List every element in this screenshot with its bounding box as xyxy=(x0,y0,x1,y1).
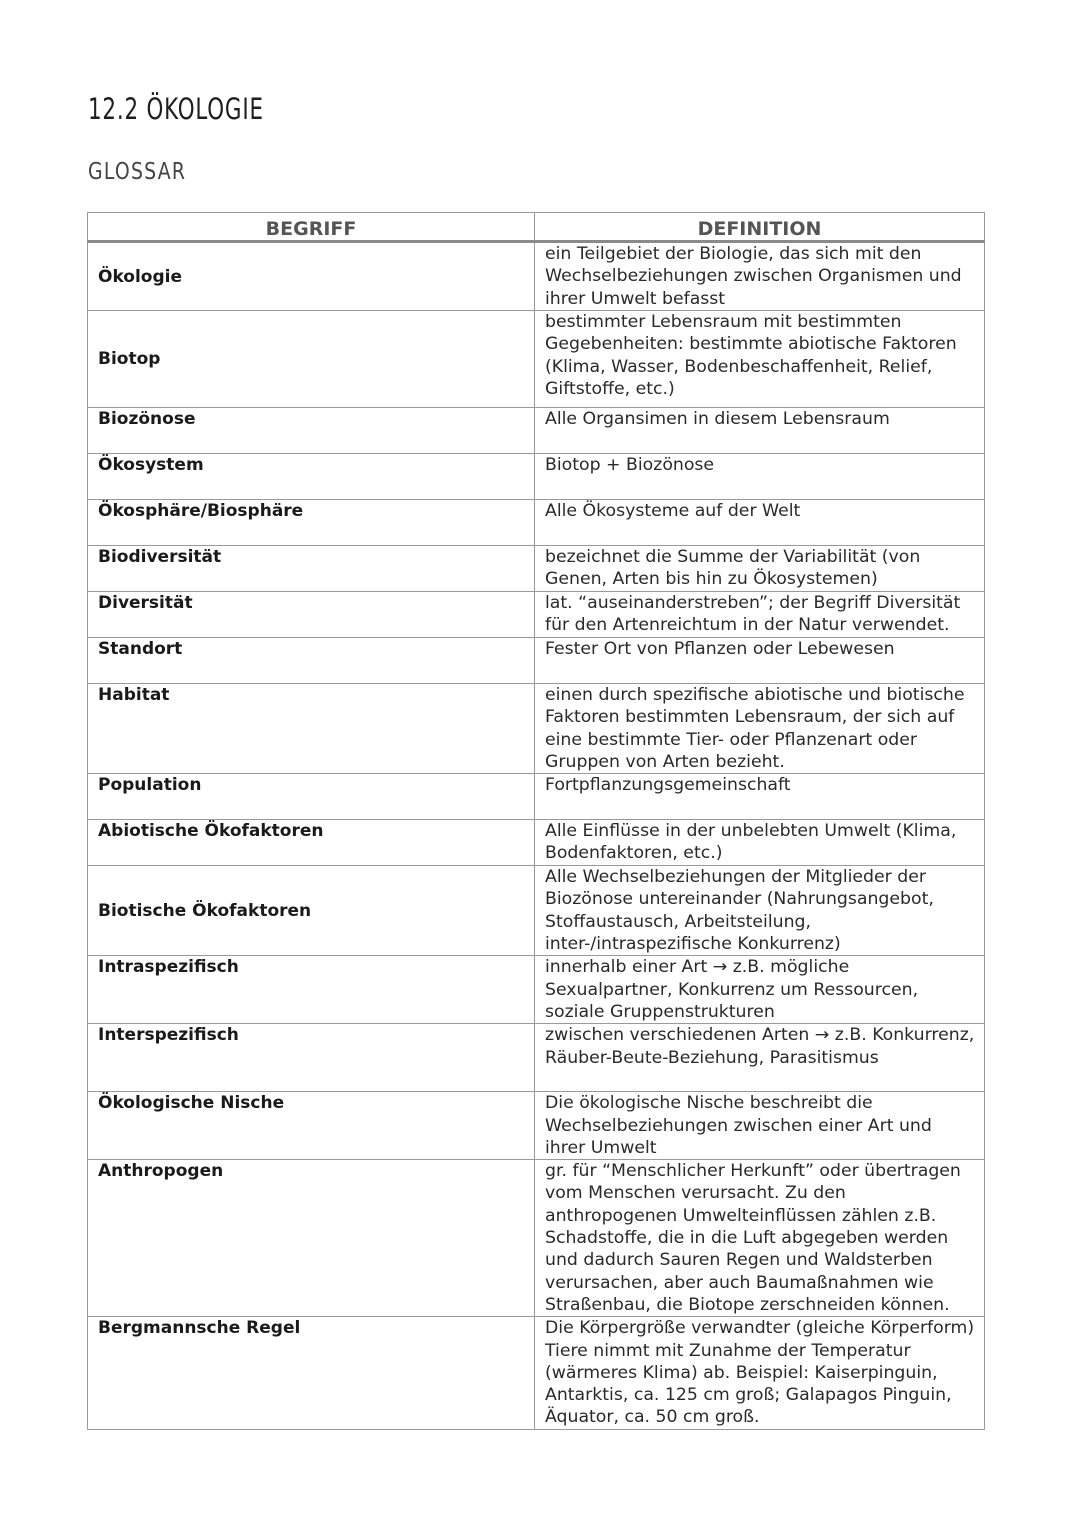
definition-cell: innerhalb einer Art → z.B. mögliche Sexualpartner, Konkurrenz um Ressourcen, soziale Gruppenstrukturen xyxy=(535,956,985,1024)
table-row xyxy=(88,1160,985,1317)
page-title: 12.2 ÖKOLOGIE xyxy=(88,92,264,126)
term-cell: Anthropogen xyxy=(88,1160,535,1317)
term-cell: Ökosphäre/Biosphäre xyxy=(88,500,535,546)
definition-cell: Alle Wechselbeziehungen der Mitglieder der Biozönose untereinander (Nahrungsangebot, Stoffaustausch, Arbeitsteilung, inter-/intraspezifische Konkurrenz) xyxy=(535,866,985,956)
table-row xyxy=(88,1317,985,1429)
term-cell: Biotische Ökofaktoren xyxy=(88,866,535,956)
term-cell: Intraspezifisch xyxy=(88,956,535,1024)
term-cell: Biodiversität xyxy=(88,546,535,592)
column-header-definition: DEFINITION xyxy=(535,213,985,242)
glossary-table xyxy=(87,212,985,1430)
definition-cell: Fester Ort von Pflanzen oder Lebewesen xyxy=(535,638,985,684)
definition-cell: bezeichnet die Summe der Variabilität (von Genen, Arten bis hin zu Ökosystemen) xyxy=(535,546,985,592)
term-cell: Standort xyxy=(88,638,535,684)
column-header-term: BEGRIFF xyxy=(88,213,535,242)
definition-cell: lat. “auseinanderstreben”; der Begriff Diversität für den Artenreichtum in der Natur verwendet. xyxy=(535,592,985,638)
table-row xyxy=(88,684,985,774)
table-row xyxy=(88,638,985,684)
table-row xyxy=(88,1024,985,1092)
term-cell: Population xyxy=(88,774,535,820)
term-cell: Ökologische Nische xyxy=(88,1092,535,1160)
table-row xyxy=(88,311,985,408)
section-subtitle: GLOSSAR xyxy=(88,159,187,185)
definition-cell: Biotop + Biozönose xyxy=(535,454,985,500)
table-row xyxy=(88,454,985,500)
definition-cell: Die Körpergröße verwandter (gleiche Körperform) Tiere nimmt mit Zunahme der Temperatur (wärmeres Klima) ab. Beispiel: Kaiserpinguin, Antarktis, ca. 125 cm groß; Galapagos Pinguin, Äquator, ca. 50 cm groß. xyxy=(535,1317,985,1429)
table-row xyxy=(88,774,985,820)
term-cell: Abiotische Ökofaktoren xyxy=(88,820,535,866)
table-row xyxy=(88,866,985,956)
term-cell: Biotop xyxy=(88,311,535,408)
definition-cell: Die ökologische Nische beschreibt die Wechselbeziehungen zwischen einer Art und ihrer Umwelt xyxy=(535,1092,985,1160)
definition-cell: Alle Organsimen in diesem Lebensraum xyxy=(535,408,985,454)
term-cell: Interspezifisch xyxy=(88,1024,535,1092)
table-row xyxy=(88,820,985,866)
table-row xyxy=(88,408,985,454)
term-cell: Ökologie xyxy=(88,242,535,311)
definition-cell: bestimmter Lebensraum mit bestimmten Gegebenheiten: bestimmte abiotische Faktoren (Klima, Wasser, Bodenbeschaffenheit, Relief, Giftstoffe, etc.) xyxy=(535,311,985,408)
term-cell: Diversität xyxy=(88,592,535,638)
definition-cell: gr. für “Menschlicher Herkunft” oder übertragen vom Menschen verursacht. Zu den anthropogenen Umwelteinflüssen zählen z.B. Schadstoffe, die in die Luft abgegeben werden und dadurch Sauren Regen und Waldsterben verursachen, aber auch Baumaßnahmen wie Straßenbau, die Biotope zerschneiden können. xyxy=(535,1160,985,1317)
table-row xyxy=(88,592,985,638)
table-row xyxy=(88,500,985,546)
term-cell: Bergmannsche Regel xyxy=(88,1317,535,1429)
term-cell: Habitat xyxy=(88,684,535,774)
definition-cell: ein Teilgebiet der Biologie, das sich mit den Wechselbeziehungen zwischen Organismen und ihrer Umwelt befasst xyxy=(535,242,985,311)
definition-cell: einen durch spezifische abiotische und biotische Faktoren bestimmten Lebensraum, der sich auf eine bestimmte Tier- oder Pflanzenart oder Gruppen von Arten bezieht. xyxy=(535,684,985,774)
term-cell: Biozönose xyxy=(88,408,535,454)
table-row xyxy=(88,956,985,1024)
definition-cell: Fortpflanzungsgemeinschaft xyxy=(535,774,985,820)
definition-cell: Alle Einflüsse in der unbelebten Umwelt (Klima, Bodenfaktoren, etc.) xyxy=(535,820,985,866)
table-header-row xyxy=(88,213,985,242)
definition-cell: zwischen verschiedenen Arten → z.B. Konkurrenz, Räuber-Beute-Beziehung, Parasitismus xyxy=(535,1024,985,1092)
term-cell: Ökosystem xyxy=(88,454,535,500)
table-row xyxy=(88,546,985,592)
table-row xyxy=(88,1092,985,1160)
definition-cell: Alle Ökosysteme auf der Welt xyxy=(535,500,985,546)
table-row xyxy=(88,242,985,311)
